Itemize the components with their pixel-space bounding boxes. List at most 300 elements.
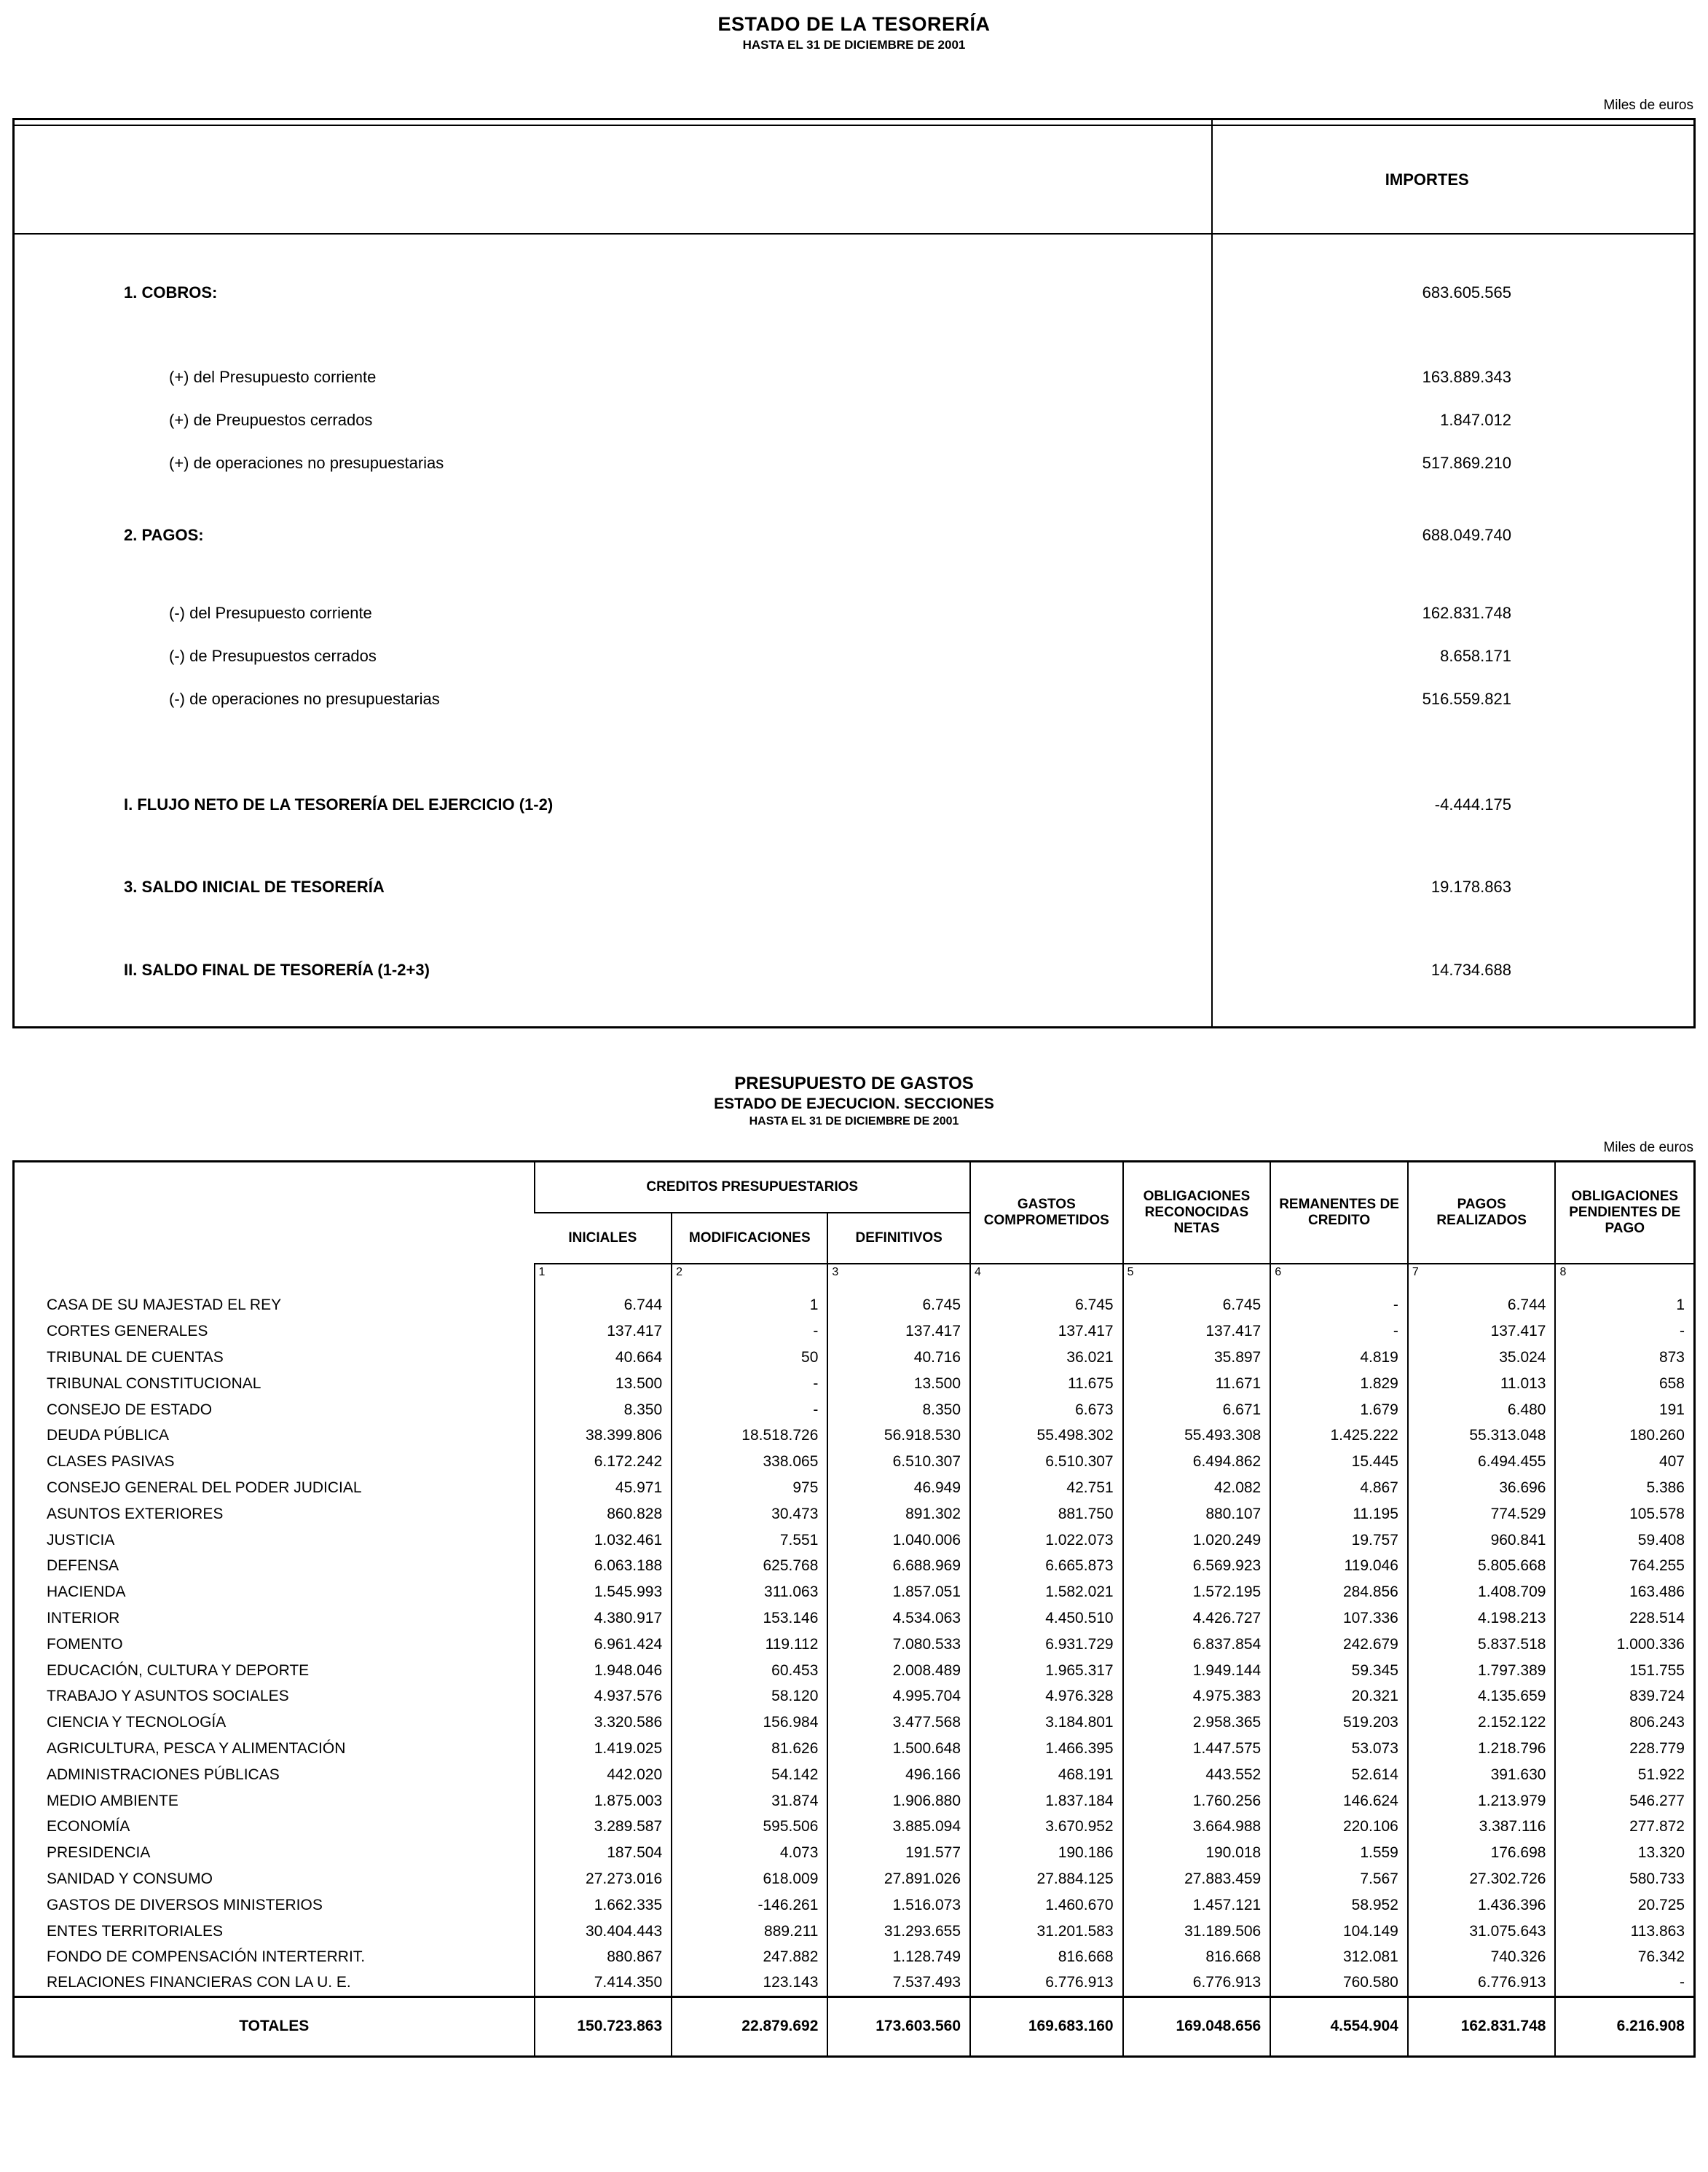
section-label: ASUNTOS EXTERIORES [47,1505,224,1522]
column-header-gastos-comprometidos: GASTOS COMPROMETIDOS [970,1162,1123,1264]
row-label: (-) del Presupuesto corriente [169,603,372,622]
value-cell: 6.745 [1123,1293,1271,1319]
value-cell: 30.404.443 [535,1919,672,1945]
value-cell: 119.112 [672,1632,827,1658]
value-cell: 6.744 [535,1293,672,1319]
section-label: DEUDA PÚBLICA [47,1427,170,1444]
value-cell: 6.671 [1123,1397,1271,1423]
totals-value: 173.603.560 [827,1996,970,2056]
value-cell: 3.320.586 [535,1709,672,1736]
value-cell: 4.937.576 [535,1683,672,1709]
row-value: 163.889.343 [1422,367,1511,386]
value-cell: 6.510.307 [970,1449,1123,1475]
value-cell: 658 [1555,1371,1694,1397]
budget-row [14,1501,1695,1527]
value-cell: 1.837.184 [970,1788,1123,1814]
value-cell: 137.417 [1123,1318,1271,1345]
budget-unit-label: Miles de euros [1603,1140,1693,1155]
value-cell: 55.493.308 [1123,1423,1271,1449]
value-cell: 7.551 [672,1527,827,1554]
value-cell: 1.128.749 [827,1944,970,1970]
value-cell: 151.755 [1555,1658,1694,1684]
row-value: 8.658.171 [1440,646,1511,665]
treasury-row [15,441,1693,484]
value-cell: 6.837.854 [1123,1632,1271,1658]
section-label: INTERIOR [47,1609,120,1626]
value-cell: 7.567 [1270,1866,1408,1892]
value-cell: 123.143 [672,1970,827,1996]
budget-row [14,1709,1695,1736]
section-label: TRIBUNAL CONSTITUCIONAL [47,1374,261,1392]
value-cell: 31.293.655 [827,1919,970,1945]
value-cell: 15.445 [1270,1449,1408,1475]
column-header-definitivos: DEFINITIVOS [827,1213,970,1264]
value-cell: 311.063 [672,1579,827,1605]
value-cell: 1 [672,1293,827,1319]
value-cell: 618.009 [672,1866,827,1892]
budget-title: PRESUPUESTO DE GASTOS [734,1074,974,1093]
section-label: ECONOMÍA [47,1818,130,1835]
value-cell: 242.679 [1270,1632,1408,1658]
value-cell: 1.797.389 [1408,1658,1556,1684]
row-label: (+) de Preupuestos cerrados [169,410,373,429]
budget-header-stub [14,1162,535,1264]
value-cell: 1.559 [1270,1840,1408,1866]
value-cell: 880.107 [1123,1501,1271,1527]
value-cell: 6.931.729 [970,1632,1123,1658]
treasury-header-stub [15,126,1211,233]
value-cell: 6.063.188 [535,1553,672,1579]
value-cell: 3.885.094 [827,1814,970,1840]
column-header-iniciales: INICIALES [535,1213,672,1264]
treasury-table-divider [1211,120,1213,1026]
value-cell: 31.874 [672,1788,827,1814]
value-cell: 1.760.256 [1123,1788,1271,1814]
value-cell: 816.668 [1123,1944,1271,1970]
value-cell: 546.277 [1555,1788,1694,1814]
value-cell: 3.387.116 [1408,1814,1556,1840]
value-cell: 59.408 [1555,1527,1694,1554]
value-cell: 4.975.383 [1123,1683,1271,1709]
value-cell: 442.020 [535,1762,672,1788]
value-cell: 190.018 [1123,1840,1271,1866]
value-cell: 6.776.913 [1123,1970,1271,1996]
value-cell: 1.857.051 [827,1579,970,1605]
section-label: CONSEJO GENERAL DEL PODER JUDICIAL [47,1479,362,1496]
row-value: 688.049.740 [1422,525,1511,544]
value-cell: 42.751 [970,1475,1123,1501]
value-cell: 190.186 [970,1840,1123,1866]
column-header-obligaciones-reconocidas: OBLIGACIONES RECONOCIDAS NETAS [1123,1162,1271,1264]
value-cell: 6.569.923 [1123,1553,1271,1579]
value-cell: 580.733 [1555,1866,1694,1892]
value-cell: 338.065 [672,1449,827,1475]
value-cell: 760.580 [1270,1970,1408,1996]
value-cell: 806.243 [1555,1709,1694,1736]
row-value: 517.869.210 [1422,453,1511,472]
column-number: 2 [672,1264,827,1293]
value-cell: 4.426.727 [1123,1605,1271,1632]
section-label: CASA DE SU MAJESTAD EL REY [47,1296,282,1314]
section-label: CIENCIA Y TECNOLOGÍA [47,1714,227,1731]
column-number: 1 [535,1264,672,1293]
column-header-remanentes: REMANENTES DE CREDITO [1270,1162,1408,1264]
row-value: 516.559.821 [1422,689,1511,708]
value-cell: 56.918.530 [827,1423,970,1449]
value-cell: 6.744 [1408,1293,1556,1319]
value-cell: 860.828 [535,1501,672,1527]
value-cell: 625.768 [672,1553,827,1579]
value-cell: 36.021 [970,1345,1123,1371]
value-cell: 59.345 [1270,1658,1408,1684]
treasury-table-header [15,126,1693,235]
value-cell: 35.897 [1123,1345,1271,1371]
value-cell: 55.498.302 [970,1423,1123,1449]
creditos-presupuestarios-header: CREDITOS PRESUPUESTARIOS [535,1162,971,1213]
value-cell: 975 [672,1475,827,1501]
value-cell: 27.273.016 [535,1866,672,1892]
treasury-subtitle: HASTA EL 31 DE DICIEMBRE DE 2001 [742,38,966,52]
value-cell: 284.856 [1270,1579,1408,1605]
value-cell: - [672,1397,827,1423]
treasury-table [12,118,1696,1028]
value-cell: 6.745 [970,1293,1123,1319]
value-cell: 27.891.026 [827,1866,970,1892]
value-cell: 1.662.335 [535,1892,672,1919]
value-cell: 1.460.670 [970,1892,1123,1919]
value-cell: 31.075.643 [1408,1919,1556,1945]
section-label: RELACIONES FINANCIERAS CON LA U. E. [47,1974,351,1991]
value-cell: 595.506 [672,1814,827,1840]
section-label: FOMENTO [47,1635,123,1653]
section-label: AGRICULTURA, PESCA Y ALIMENTACIÓN [47,1739,346,1757]
value-cell: 46.949 [827,1475,970,1501]
section-label: DEFENSA [47,1557,119,1575]
column-number: 4 [970,1264,1123,1293]
budget-row [14,1293,1695,1319]
value-cell: - [672,1371,827,1397]
value-cell: - [1270,1318,1408,1345]
value-cell: 8.350 [535,1397,672,1423]
value-cell: 50 [672,1345,827,1371]
value-cell: 816.668 [970,1944,1123,1970]
section-label: CORTES GENERALES [47,1323,208,1340]
budget-row [14,1788,1695,1814]
value-cell: 4.867 [1270,1475,1408,1501]
value-cell: 52.614 [1270,1762,1408,1788]
value-cell: 137.417 [1408,1318,1556,1345]
importes-header: IMPORTES [1385,170,1469,189]
value-cell: 27.883.459 [1123,1866,1271,1892]
budget-row [14,1371,1695,1397]
value-cell: 11.675 [970,1371,1123,1397]
treasury-row [15,271,1693,314]
totals-value: 4.554.904 [1270,1996,1408,2056]
value-cell: 3.477.568 [827,1709,970,1736]
value-cell: 407 [1555,1449,1694,1475]
column-header-modificaciones: MODIFICACIONES [672,1213,827,1264]
value-cell: 3.184.801 [970,1709,1123,1736]
value-cell: 11.013 [1408,1371,1556,1397]
budget-row [14,1970,1695,1996]
value-cell: 180.260 [1555,1423,1694,1449]
value-cell: 6.480 [1408,1397,1556,1423]
value-cell: 960.841 [1408,1527,1556,1554]
column-number: 6 [1270,1264,1408,1293]
value-cell: 4.995.704 [827,1683,970,1709]
budget-period: HASTA EL 31 DE DICIEMBRE DE 2001 [749,1115,959,1128]
value-cell: 4.135.659 [1408,1683,1556,1709]
row-label: 1. COBROS: [124,283,218,302]
value-cell: 3.670.952 [970,1814,1123,1840]
budget-row [14,1397,1695,1423]
value-cell: 1.829 [1270,1371,1408,1397]
budget-row [14,1736,1695,1762]
section-label: TRIBUNAL DE CUENTAS [47,1348,224,1366]
value-cell: 137.417 [970,1318,1123,1345]
value-cell: 6.510.307 [827,1449,970,1475]
treasury-row [15,355,1693,398]
row-label: (-) de Presupuestos cerrados [169,646,377,665]
value-cell: 31.201.583 [970,1919,1123,1945]
section-label: HACIENDA [47,1583,126,1601]
totals-label: TOTALES [14,1996,535,2056]
value-cell: 443.552 [1123,1762,1271,1788]
value-cell: 11.195 [1270,1501,1408,1527]
value-cell: 6.776.913 [970,1970,1123,1996]
value-cell: 6.745 [827,1293,970,1319]
treasury-row [15,591,1693,634]
section-label: ADMINISTRACIONES PÚBLICAS [47,1766,280,1783]
value-cell: - [1555,1970,1694,1996]
value-cell: 119.046 [1270,1553,1408,1579]
totals-value: 169.048.656 [1123,1996,1271,2056]
row-label: (+) del Presupuesto corriente [169,367,377,386]
value-cell: 1.425.222 [1270,1423,1408,1449]
value-cell: 2.152.122 [1408,1709,1556,1736]
value-cell: 2.958.365 [1123,1709,1271,1736]
value-cell: 137.417 [827,1318,970,1345]
value-cell: 889.211 [672,1919,827,1945]
value-cell: - [1270,1293,1408,1319]
value-cell: 38.399.806 [535,1423,672,1449]
value-cell: 1.948.046 [535,1658,672,1684]
value-cell: 146.624 [1270,1788,1408,1814]
value-cell: 880.867 [535,1944,672,1970]
value-cell: 1.419.025 [535,1736,672,1762]
column-header-pagos-realizados: PAGOS REALIZADOS [1408,1162,1556,1264]
value-cell: 7.414.350 [535,1970,672,1996]
section-label: FONDO DE COMPENSACIÓN INTERTERRIT. [47,1948,366,1966]
value-cell: 107.336 [1270,1605,1408,1632]
value-cell: 187.504 [535,1840,672,1866]
totals-value: 169.683.160 [970,1996,1123,2056]
treasury-row [15,948,1693,991]
column-number-row [14,1264,1695,1293]
value-cell: 228.779 [1555,1736,1694,1762]
budget-row [14,1318,1695,1345]
value-cell: 1.582.021 [970,1579,1123,1605]
value-cell: 740.326 [1408,1944,1556,1970]
value-cell: 30.473 [672,1501,827,1527]
value-cell: 55.313.048 [1408,1423,1556,1449]
value-cell: 6.172.242 [535,1449,672,1475]
section-label: GASTOS DE DIVERSOS MINISTERIOS [47,1896,323,1913]
value-cell: 13.320 [1555,1840,1694,1866]
value-cell: 1.516.073 [827,1892,970,1919]
section-label: ENTES TERRITORIALES [47,1922,223,1940]
value-cell: 53.073 [1270,1736,1408,1762]
value-cell: 312.081 [1270,1944,1408,1970]
value-cell: 1.545.993 [535,1579,672,1605]
row-value: -4.444.175 [1434,795,1511,814]
value-cell: 839.724 [1555,1683,1694,1709]
value-cell: 519.203 [1270,1709,1408,1736]
value-cell: 113.863 [1555,1919,1694,1945]
value-cell: 1.020.249 [1123,1527,1271,1554]
value-cell: 1.949.144 [1123,1658,1271,1684]
row-value: 1.847.012 [1440,410,1511,429]
value-cell: 496.166 [827,1762,970,1788]
value-cell: 1.022.073 [970,1527,1123,1554]
value-cell: 6.494.455 [1408,1449,1556,1475]
value-cell: 58.120 [672,1683,827,1709]
row-value: 162.831.748 [1422,603,1511,622]
budget-row [14,1814,1695,1840]
value-cell: 58.952 [1270,1892,1408,1919]
value-cell: 6.673 [970,1397,1123,1423]
value-cell: 391.630 [1408,1762,1556,1788]
value-cell: 60.453 [672,1658,827,1684]
budget-row [14,1892,1695,1919]
value-cell: 1.408.709 [1408,1579,1556,1605]
value-cell: 137.417 [535,1318,672,1345]
section-label: PRESIDENCIA [47,1844,151,1862]
value-cell: 220.106 [1270,1814,1408,1840]
column-header-obligaciones-pendientes: OBLIGACIONES PENDIENTES DE PAGO [1555,1162,1694,1264]
budget-row [14,1449,1695,1475]
budget-subtitle: ESTADO DE EJECUCION. SECCIONES [714,1095,994,1112]
value-cell: 18.518.726 [672,1423,827,1449]
row-label: I. FLUJO NETO DE LA TESORERÍA DEL EJERCICIO (1-2) [124,795,554,814]
row-value: 683.605.565 [1422,283,1511,302]
section-label: TRABAJO Y ASUNTOS SOCIALES [47,1688,289,1705]
value-cell: 27.884.125 [970,1866,1123,1892]
value-cell: 1.436.396 [1408,1892,1556,1919]
value-cell: 881.750 [970,1501,1123,1527]
row-label: 3. SALDO INICIAL DE TESORERÍA [124,877,385,896]
totals-value: 162.831.748 [1408,1996,1556,2056]
value-cell: 27.302.726 [1408,1866,1556,1892]
value-cell: 2.008.489 [827,1658,970,1684]
value-cell: 6.688.969 [827,1553,970,1579]
budget-row [14,1866,1695,1892]
value-cell: 6.961.424 [535,1632,672,1658]
totals-value: 22.879.692 [672,1996,827,2056]
value-cell: 7.537.493 [827,1970,970,1996]
budget-row [14,1579,1695,1605]
value-cell: 191 [1555,1397,1694,1423]
value-cell: 1.679 [1270,1397,1408,1423]
value-cell: 54.142 [672,1762,827,1788]
section-label: EDUCACIÓN, CULTURA Y DEPORTE [47,1661,310,1679]
value-cell: 468.191 [970,1762,1123,1788]
value-cell: 156.984 [672,1709,827,1736]
value-cell: 176.698 [1408,1840,1556,1866]
value-cell: 163.486 [1555,1579,1694,1605]
treasury-row [15,677,1693,720]
budget-table [12,1160,1696,2058]
value-cell: 1.032.461 [535,1527,672,1554]
value-cell: 4.819 [1270,1345,1408,1371]
value-cell: 19.757 [1270,1527,1408,1554]
value-cell: 1.500.648 [827,1736,970,1762]
value-cell: 1.906.880 [827,1788,970,1814]
value-cell: 4.198.213 [1408,1605,1556,1632]
value-cell: -146.261 [672,1892,827,1919]
value-cell: 4.073 [672,1840,827,1866]
section-label: SANIDAD Y CONSUMO [47,1870,213,1887]
value-cell: 153.146 [672,1605,827,1632]
value-cell: 35.024 [1408,1345,1556,1371]
column-number: 7 [1408,1264,1556,1293]
value-cell: 13.500 [827,1371,970,1397]
value-cell: 20.321 [1270,1683,1408,1709]
row-label: 2. PAGOS: [124,525,204,544]
value-cell: 1.000.336 [1555,1632,1694,1658]
value-cell: - [672,1318,827,1345]
value-cell: 13.500 [535,1371,672,1397]
value-cell: 5.837.518 [1408,1632,1556,1658]
budget-row [14,1423,1695,1449]
value-cell: 5.386 [1555,1475,1694,1501]
budget-row [14,1527,1695,1554]
budget-table-body [14,1293,1695,1997]
value-cell: 774.529 [1408,1501,1556,1527]
row-label: II. SALDO FINAL DE TESORERÍA (1-2+3) [124,960,430,979]
value-cell: 40.716 [827,1345,970,1371]
value-cell: 1 [1555,1293,1694,1319]
value-cell: 81.626 [672,1736,827,1762]
budget-row [14,1944,1695,1970]
value-cell: 4.534.063 [827,1605,970,1632]
budget-row [14,1762,1695,1788]
treasury-row [15,865,1693,908]
value-cell: 1.040.006 [827,1527,970,1554]
value-cell: 1.466.395 [970,1736,1123,1762]
value-cell: 51.922 [1555,1762,1694,1788]
budget-row [14,1345,1695,1371]
value-cell: 4.450.510 [970,1605,1123,1632]
column-number: 5 [1123,1264,1271,1293]
treasury-table-body [15,271,1693,1026]
row-label: (-) de operaciones no presupuestarias [169,689,440,708]
section-label: CONSEJO DE ESTADO [47,1401,213,1418]
value-cell: 1.447.575 [1123,1736,1271,1762]
row-value: 14.734.688 [1430,960,1511,979]
value-cell: 42.082 [1123,1475,1271,1501]
treasury-unit-label: Miles de euros [1603,98,1693,113]
value-cell: 6.494.862 [1123,1449,1271,1475]
section-label: CLASES PASIVAS [47,1453,175,1471]
budget-row [14,1919,1695,1945]
value-cell: 1.457.121 [1123,1892,1271,1919]
value-cell: 36.696 [1408,1475,1556,1501]
value-cell: 5.805.668 [1408,1553,1556,1579]
column-number: 3 [827,1264,970,1293]
totals-row [14,1996,1695,2056]
treasury-row [15,398,1693,441]
